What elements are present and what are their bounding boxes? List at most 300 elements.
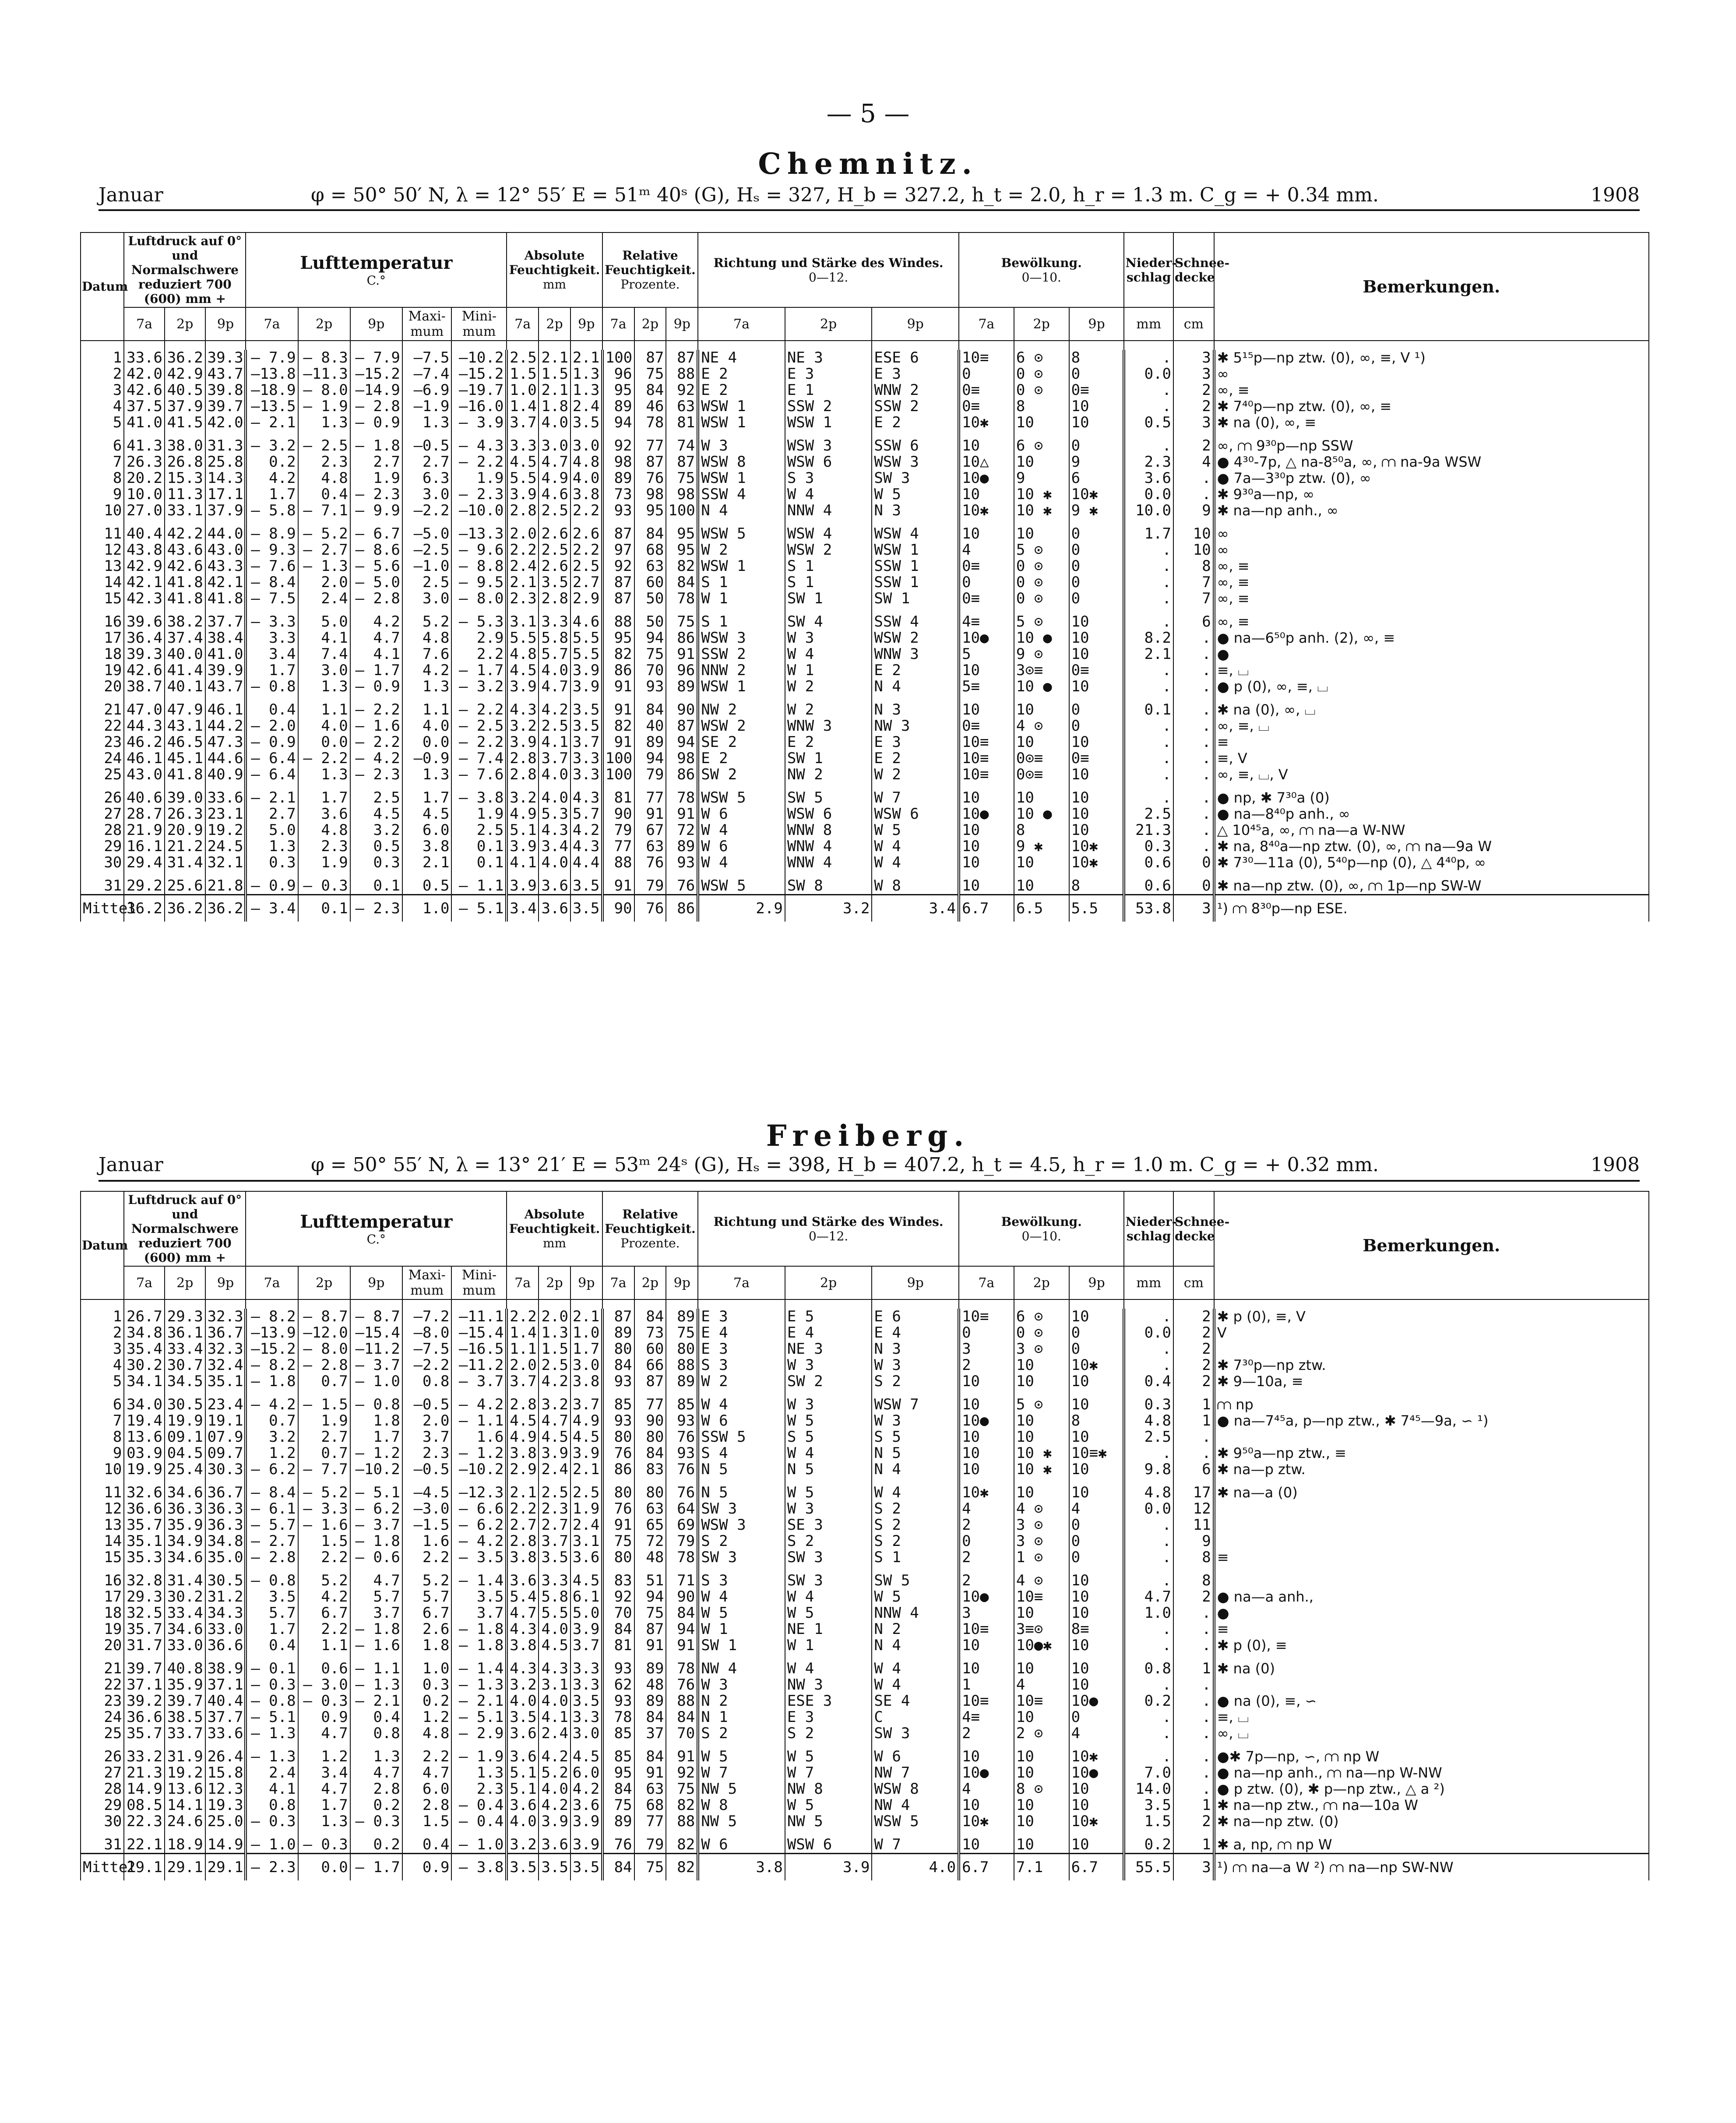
min-temp-cell: — 1.7 — [451, 662, 507, 679]
wind-cell: W 3 — [698, 431, 785, 454]
cloud-cell: 9 ✱ — [1014, 838, 1069, 855]
cloud-cell: 10≡✱ — [1069, 1445, 1124, 1461]
abs-humidity-cell: 1.0 — [507, 382, 539, 398]
abs-humidity-cell: 3.6 — [507, 1797, 539, 1813]
abs-humidity-cell: 4.0 — [539, 855, 570, 871]
rel-humidity-cell: 77 — [634, 431, 666, 454]
pressure-cell: 40.6 — [124, 783, 165, 806]
max-temp-cell: —7.2 — [402, 1309, 452, 1325]
rel-humidity-cell: 84 — [634, 1445, 666, 1461]
temperature-cell: — 3.0 — [298, 1677, 350, 1693]
wind-cell: NNW 4 — [872, 1605, 959, 1621]
max-temp-cell: 0.5 — [402, 871, 452, 895]
rel-humidity-cell: 94 — [666, 734, 698, 750]
abs-humidity-cell: 5.2 — [539, 1765, 570, 1781]
wind-cell: W 8 — [698, 1797, 785, 1813]
day-cell: 27 — [81, 806, 124, 822]
temperature-cell: 5.7 — [350, 1589, 402, 1605]
snow-cell: 17 — [1173, 1478, 1214, 1501]
rel-humidity-cell: 90 — [602, 895, 634, 922]
pressure-cell: 47.3 — [205, 734, 246, 750]
cloud-cell: 3 ⊙ — [1014, 1517, 1069, 1533]
max-temp-cell: 4.8 — [402, 630, 452, 646]
precip-cell: . — [1124, 662, 1173, 679]
pressure-cell: 29.4 — [124, 855, 165, 871]
rel-humidity-cell: 75 — [634, 1854, 666, 1881]
table-row — [81, 366, 1649, 382]
precip-cell: . — [1124, 1566, 1173, 1589]
spacer-cell — [1124, 1299, 1173, 1309]
wind-cell: WSW 1 — [872, 542, 959, 558]
min-temp-cell: —11.1 — [451, 1309, 507, 1325]
temperature-cell: 1.1 — [298, 695, 350, 718]
pressure-cell: 35.9 — [165, 1517, 205, 1533]
abs-humidity-cell: 3.0 — [570, 1357, 602, 1373]
rel-humidity-cell: 81 — [602, 783, 634, 806]
wind-cell: W 5 — [872, 486, 959, 503]
max-temp-cell: 2.2 — [402, 1549, 452, 1566]
temperature-cell: — 5.6 — [350, 558, 402, 574]
remarks-cell: ∞, ≡ — [1214, 382, 1649, 398]
temperature-cell: — 8.0 — [298, 1341, 350, 1357]
wind-cell: WSW 4 — [872, 519, 959, 542]
day-cell: 14 — [81, 574, 124, 591]
wind-cell: SSW 5 — [698, 1429, 785, 1445]
max-temp-cell: —2.2 — [402, 503, 452, 519]
table-row — [81, 662, 1649, 679]
pressure-cell: 28.7 — [124, 806, 165, 822]
pressure-cell: 39.0 — [165, 783, 205, 806]
table-row — [81, 734, 1649, 750]
min-temp-cell: —10.0 — [451, 503, 507, 519]
min-temp-cell: — 1.9 — [451, 1742, 507, 1765]
cloud-cell: 10 — [1069, 1830, 1124, 1854]
wind-cell: W 7 — [785, 1765, 872, 1781]
temperature-cell: — 7.9 — [350, 350, 402, 366]
rel-humidity-cell: 48 — [634, 1549, 666, 1566]
snow-cell: . — [1173, 822, 1214, 838]
wind-cell: S 2 — [872, 1533, 959, 1549]
cloud-cell: 0 ⊙ — [1014, 574, 1069, 591]
cloud-cell: 0 — [1069, 1549, 1124, 1566]
remarks-cell: ∞ — [1214, 519, 1649, 542]
cloud-cell: 3⊙≡ — [1014, 662, 1069, 679]
cloud-cell: 10 — [1069, 1605, 1124, 1621]
snow-cell: 12 — [1173, 1501, 1214, 1517]
abs-humidity-cell: 1.4 — [507, 398, 539, 415]
sub-minimum: Mini-mum — [451, 1266, 507, 1299]
precip-cell: 4.8 — [1124, 1413, 1173, 1429]
day-cell: 26 — [81, 1742, 124, 1765]
max-temp-cell: 4.5 — [402, 806, 452, 822]
cloud-cell: 9 — [1014, 470, 1069, 486]
wind-cell: 3.4 — [872, 895, 959, 922]
temperature-cell: — 1.5 — [298, 1390, 350, 1413]
lufttemperatur-label: Lufttemperatur — [300, 1211, 453, 1232]
snow-cell: 1 — [1173, 1830, 1214, 1854]
col-bewoelkung — [959, 232, 1124, 307]
remarks-cell: ≡ — [1214, 734, 1649, 750]
remarks-cell: ✱ na—np ztw. (0), ∞, ⩋ 1p—np SW-W — [1214, 871, 1649, 895]
temperature-cell: — 0.3 — [350, 1813, 402, 1830]
rel-humidity-cell: 94 — [634, 1589, 666, 1605]
wind-cell: SSW 2 — [785, 398, 872, 415]
pressure-cell: 24.5 — [205, 838, 246, 855]
table-row — [81, 607, 1649, 630]
remarks-cell: ● na—8⁴⁰p anh., ∞ — [1214, 806, 1649, 822]
rel-humidity-cell: 76 — [634, 855, 666, 871]
abs-humidity-cell: 2.2 — [507, 1309, 539, 1325]
snow-cell: 1 — [1173, 1413, 1214, 1429]
pressure-cell: 35.7 — [124, 1517, 165, 1533]
max-temp-cell: 1.3 — [402, 679, 452, 695]
wind-cell: WSW 6 — [785, 806, 872, 822]
wind-cell: W 2 — [698, 1373, 785, 1390]
cloud-cell: 0 — [1069, 1517, 1124, 1533]
pressure-cell: 30.5 — [205, 1566, 246, 1589]
min-temp-cell: — 8.8 — [451, 558, 507, 574]
rel-humidity-cell: 63 — [634, 838, 666, 855]
abs-humidity-cell: 4.2 — [539, 695, 570, 718]
day-cell: 3 — [81, 382, 124, 398]
rel-humidity-cell: 84 — [634, 519, 666, 542]
min-temp-cell: 1.3 — [451, 1765, 507, 1781]
sub-luftdruck-t9p: 9p — [205, 1266, 246, 1299]
abs-humidity-cell: 4.5 — [539, 1637, 570, 1654]
wind-cell: SW 1 — [785, 591, 872, 607]
remarks-cell: ✱ na (0), ∞, ⌴ — [1214, 695, 1649, 718]
temperature-cell: 0.9 — [298, 1709, 350, 1725]
min-temp-cell: — 3.2 — [451, 679, 507, 695]
day-cell: 9 — [81, 1445, 124, 1461]
temperature-cell: — 6.1 — [246, 1501, 298, 1517]
col-schneedecke: Schnee-decke — [1173, 232, 1214, 307]
pressure-cell: 30.7 — [165, 1357, 205, 1373]
wind-cell: SW 3 — [698, 1501, 785, 1517]
remarks-cell: ● 4³⁰-7p, △ na-8⁵⁰a, ∞, ⩋ na-9a WSW — [1214, 454, 1649, 470]
day-cell: 2 — [81, 366, 124, 382]
day-cell: 19 — [81, 1621, 124, 1637]
rel-humidity-cell: 89 — [602, 398, 634, 415]
pressure-cell: 43.1 — [165, 718, 205, 734]
spacer-cell — [785, 1299, 872, 1309]
abs-humidity-cell: 3.5 — [570, 1854, 602, 1881]
abs-humidity-cell: 3.5 — [570, 415, 602, 431]
pressure-cell: 43.0 — [205, 542, 246, 558]
temperature-cell: —15.2 — [246, 1341, 298, 1357]
pressure-cell: 38.7 — [124, 679, 165, 695]
abs-humidity-cell: 4.5 — [507, 662, 539, 679]
spacer-cell — [1014, 1299, 1069, 1309]
rel-humidity-cell: 93 — [666, 1413, 698, 1429]
temperature-cell: — 2.7 — [246, 1533, 298, 1549]
pressure-cell: 03.9 — [124, 1445, 165, 1461]
pressure-cell: 37.1 — [205, 1677, 246, 1693]
wind-cell: W 5 — [785, 1605, 872, 1621]
temperature-cell: — 1.6 — [350, 1637, 402, 1654]
wind-cell: SW 3 — [785, 1566, 872, 1589]
min-temp-cell: — 2.9 — [451, 1725, 507, 1742]
pressure-cell: 38.5 — [165, 1709, 205, 1725]
rel-humidity-cell: 100 — [602, 750, 634, 767]
temperature-cell: — 1.3 — [246, 1725, 298, 1742]
sub-temp-t7a: 7a — [246, 1266, 298, 1299]
sub-wind-t2p: 2p — [785, 307, 872, 341]
pressure-cell: 32.3 — [205, 1309, 246, 1325]
cloud-cell: 2 — [959, 1566, 1014, 1589]
spacer-cell — [402, 341, 452, 350]
cloud-cell: 0⊙≡ — [1014, 767, 1069, 783]
temperature-cell: — 1.8 — [246, 1373, 298, 1390]
temperature-cell: — 1.6 — [350, 718, 402, 734]
sub-bew-t2p: 2p — [1014, 307, 1069, 341]
temperature-cell: — 8.7 — [298, 1309, 350, 1325]
snow-cell: 8 — [1173, 1566, 1214, 1589]
temperature-cell: 3.5 — [246, 1589, 298, 1605]
rel-humidity-cell: 83 — [602, 1566, 634, 1589]
wind-cell: W 8 — [872, 871, 959, 895]
wind-cell: WSW 6 — [872, 806, 959, 822]
table-row — [81, 679, 1649, 695]
min-temp-cell: —15.4 — [451, 1325, 507, 1341]
rel-humidity-cell: 89 — [666, 1309, 698, 1325]
wind-cell: S 2 — [785, 1725, 872, 1742]
wind-cell: WSW 3 — [698, 630, 785, 646]
sub-wind-t7a: 7a — [698, 307, 785, 341]
abs-humidity-cell: 2.5 — [539, 542, 570, 558]
day-cell: 15 — [81, 591, 124, 607]
pressure-cell: 40.4 — [124, 519, 165, 542]
header-rule — [99, 209, 1640, 211]
day-cell: 2 — [81, 1325, 124, 1341]
abs-humidity-cell: 4.6 — [570, 607, 602, 630]
abs-humidity-cell: 2.1 — [570, 1309, 602, 1325]
snow-cell: . — [1173, 1693, 1214, 1709]
col-bewoelkung-label: Bewölkung. — [1001, 1214, 1082, 1229]
precip-cell: 0.3 — [1124, 1390, 1173, 1413]
cloud-cell: 0 — [1069, 366, 1124, 382]
col-bewoelkung-unit: 0—10. — [1021, 1229, 1061, 1243]
abs-humidity-cell: 1.9 — [570, 1501, 602, 1517]
abs-humidity-cell: 4.5 — [507, 1413, 539, 1429]
rel-humidity-cell: 98 — [666, 750, 698, 767]
abs-humidity-cell: 2.7 — [570, 574, 602, 591]
temperature-cell: — 0.3 — [246, 1813, 298, 1830]
min-temp-cell: 2.9 — [451, 630, 507, 646]
cloud-cell: 10 — [1014, 1797, 1069, 1813]
cloud-cell: 3 — [959, 1341, 1014, 1357]
snow-cell: 2 — [1173, 1813, 1214, 1830]
rel-humidity-cell: 94 — [634, 630, 666, 646]
temperature-cell: — 0.8 — [246, 1693, 298, 1709]
pressure-cell: 43.0 — [124, 767, 165, 783]
rel-humidity-cell: 92 — [602, 431, 634, 454]
temperature-cell: — 3.7 — [350, 1517, 402, 1533]
cloud-cell: 10 — [1014, 1357, 1069, 1373]
cloud-cell: 10✱ — [1069, 1813, 1124, 1830]
wind-cell: W 3 — [872, 1357, 959, 1373]
spacer-cell — [959, 341, 1014, 350]
table-row — [81, 1605, 1649, 1621]
table-row — [81, 695, 1649, 718]
rel-humidity-cell: 72 — [634, 1533, 666, 1549]
rel-humidity-cell: 78 — [666, 783, 698, 806]
pressure-cell: 13.6 — [124, 1429, 165, 1445]
col-rel-feuchte — [602, 1191, 698, 1266]
abs-humidity-cell: 3.2 — [539, 1390, 570, 1413]
wind-cell: W 4 — [872, 1654, 959, 1677]
wind-cell: W 5 — [785, 1413, 872, 1429]
pressure-cell: 31.9 — [165, 1742, 205, 1765]
spacer-cell — [205, 1299, 246, 1309]
wind-cell: SSW 2 — [872, 398, 959, 415]
min-temp-cell: — 6.2 — [451, 1517, 507, 1533]
pressure-cell: 35.1 — [205, 1373, 246, 1390]
wind-cell: SSW 6 — [872, 431, 959, 454]
wind-cell: W 5 — [872, 822, 959, 838]
wind-cell: N 2 — [872, 1621, 959, 1637]
precip-cell: . — [1124, 1533, 1173, 1549]
rel-humidity-cell: 75 — [634, 646, 666, 662]
spacer-cell — [1124, 341, 1173, 350]
table-row — [81, 454, 1649, 470]
rel-humidity-cell: 77 — [634, 1813, 666, 1830]
snow-cell: 2 — [1173, 398, 1214, 415]
wind-cell: WSW 5 — [698, 871, 785, 895]
pressure-cell: 34.6 — [165, 1549, 205, 1566]
table-row — [81, 574, 1649, 591]
pressure-cell: 35.9 — [165, 1677, 205, 1693]
wind-cell: WSW 1 — [698, 679, 785, 695]
wind-cell: WNW 2 — [872, 382, 959, 398]
cloud-cell: 4 — [1014, 1677, 1069, 1693]
cloud-cell: 10✱ — [1069, 838, 1124, 855]
temperature-cell: 1.3 — [298, 767, 350, 783]
pressure-cell: 41.8 — [165, 591, 205, 607]
day-cell: 29 — [81, 1797, 124, 1813]
wind-cell: W 4 — [872, 1478, 959, 1501]
wind-cell: SW 2 — [785, 1373, 872, 1390]
wind-cell: WSW 6 — [785, 1830, 872, 1854]
cloud-cell: 10 — [959, 431, 1014, 454]
abs-humidity-cell: 4.5 — [570, 1566, 602, 1589]
spacer-cell — [872, 1299, 959, 1309]
temperature-cell: 5.0 — [246, 822, 298, 838]
table-row — [81, 1637, 1649, 1654]
wind-cell: C — [872, 1709, 959, 1725]
abs-humidity-cell: 3.9 — [507, 679, 539, 695]
wind-cell: E 2 — [872, 750, 959, 767]
pressure-cell: 44.2 — [205, 718, 246, 734]
cloud-cell: 10 — [959, 1654, 1014, 1677]
col-wind — [698, 1191, 959, 1266]
pressure-cell: 36.6 — [124, 1501, 165, 1517]
rel-humidity-cell: 87 — [602, 519, 634, 542]
day-cell: 7 — [81, 454, 124, 470]
wind-cell: SW 3 — [698, 1549, 785, 1566]
max-temp-cell: 0.2 — [402, 1693, 452, 1709]
abs-humidity-cell: 2.5 — [570, 558, 602, 574]
table-row — [81, 1461, 1649, 1478]
pressure-cell: 40.5 — [165, 382, 205, 398]
sub-luftdruck-t2p: 2p — [165, 1266, 205, 1299]
remarks-cell: ✱ na—np ztw., ⩋ na—10a W — [1214, 1797, 1649, 1813]
sub-minimum: Mini-mum — [451, 307, 507, 341]
pressure-cell: 18.9 — [165, 1830, 205, 1854]
wind-cell: SSW 1 — [872, 558, 959, 574]
day-cell: 12 — [81, 542, 124, 558]
rel-humidity-cell: 66 — [634, 1357, 666, 1373]
sub-bew-t7a: 7a — [959, 1266, 1014, 1299]
abs-humidity-cell: 3.6 — [539, 895, 570, 922]
wind-cell: W 1 — [698, 591, 785, 607]
cloud-cell: 0 — [1069, 574, 1124, 591]
abs-humidity-cell: 5.5 — [507, 470, 539, 486]
abs-humidity-cell: 3.9 — [570, 1813, 602, 1830]
cloud-cell: 10 — [1069, 734, 1124, 750]
cloud-cell: 10 — [1069, 415, 1124, 431]
abs-humidity-cell: 3.5 — [539, 574, 570, 591]
rel-humidity-cell: 87 — [602, 1309, 634, 1325]
abs-humidity-cell: 3.9 — [570, 1621, 602, 1637]
rel-humidity-cell: 90 — [666, 695, 698, 718]
wind-cell: W 2 — [785, 679, 872, 695]
col-wind-label: Richtung und Stärke des Windes. — [713, 255, 944, 270]
cloud-cell: 10● — [959, 470, 1014, 486]
snow-cell: 3 — [1173, 366, 1214, 382]
abs-humidity-cell: 5.5 — [539, 1605, 570, 1621]
abs-humidity-cell: 3.5 — [570, 1693, 602, 1709]
spacer-row — [81, 1299, 1649, 1309]
precip-cell: 0.4 — [1124, 1373, 1173, 1390]
max-temp-cell: 2.0 — [402, 1413, 452, 1429]
cloud-cell: 10 — [1069, 1589, 1124, 1605]
snow-cell: 9 — [1173, 503, 1214, 519]
max-temp-cell: 2.8 — [402, 1797, 452, 1813]
cloud-cell: 10● — [959, 630, 1014, 646]
rel-humidity-cell: 100 — [602, 350, 634, 366]
pressure-cell: 36.6 — [205, 1637, 246, 1654]
table-row — [81, 591, 1649, 607]
rel-humidity-cell: 84 — [602, 1357, 634, 1373]
cloud-cell: 10● — [1069, 1693, 1124, 1709]
cloud-cell: 4 — [1069, 1725, 1124, 1742]
rel-humidity-cell: 84 — [666, 574, 698, 591]
pressure-cell: 39.2 — [124, 1693, 165, 1709]
pressure-cell: 25.0 — [205, 1813, 246, 1830]
cloud-cell: 10 — [1069, 679, 1124, 695]
pressure-cell: 09.1 — [165, 1429, 205, 1445]
col-datum: Datum — [81, 1191, 124, 1299]
precip-cell: . — [1124, 350, 1173, 366]
wind-cell: E 2 — [698, 382, 785, 398]
rel-humidity-cell: 96 — [666, 662, 698, 679]
pressure-cell: 20.9 — [165, 822, 205, 838]
spacer-cell — [1069, 1299, 1124, 1309]
rel-humidity-cell: 68 — [634, 1797, 666, 1813]
pressure-cell: 26.3 — [165, 806, 205, 822]
temperature-cell: 0.0 — [298, 1854, 350, 1881]
cloud-cell: 10✱ — [1069, 1357, 1124, 1373]
snow-cell: 2 — [1173, 1309, 1214, 1325]
rel-humidity-cell: 91 — [634, 1765, 666, 1781]
abs-humidity-cell: 2.8 — [507, 1390, 539, 1413]
cloud-cell: 10 — [959, 695, 1014, 718]
wind-cell: NW 8 — [785, 1781, 872, 1797]
wind-cell: S 2 — [698, 1533, 785, 1549]
temperature-cell: 2.3 — [298, 838, 350, 855]
cloud-cell: 0≡ — [959, 398, 1014, 415]
